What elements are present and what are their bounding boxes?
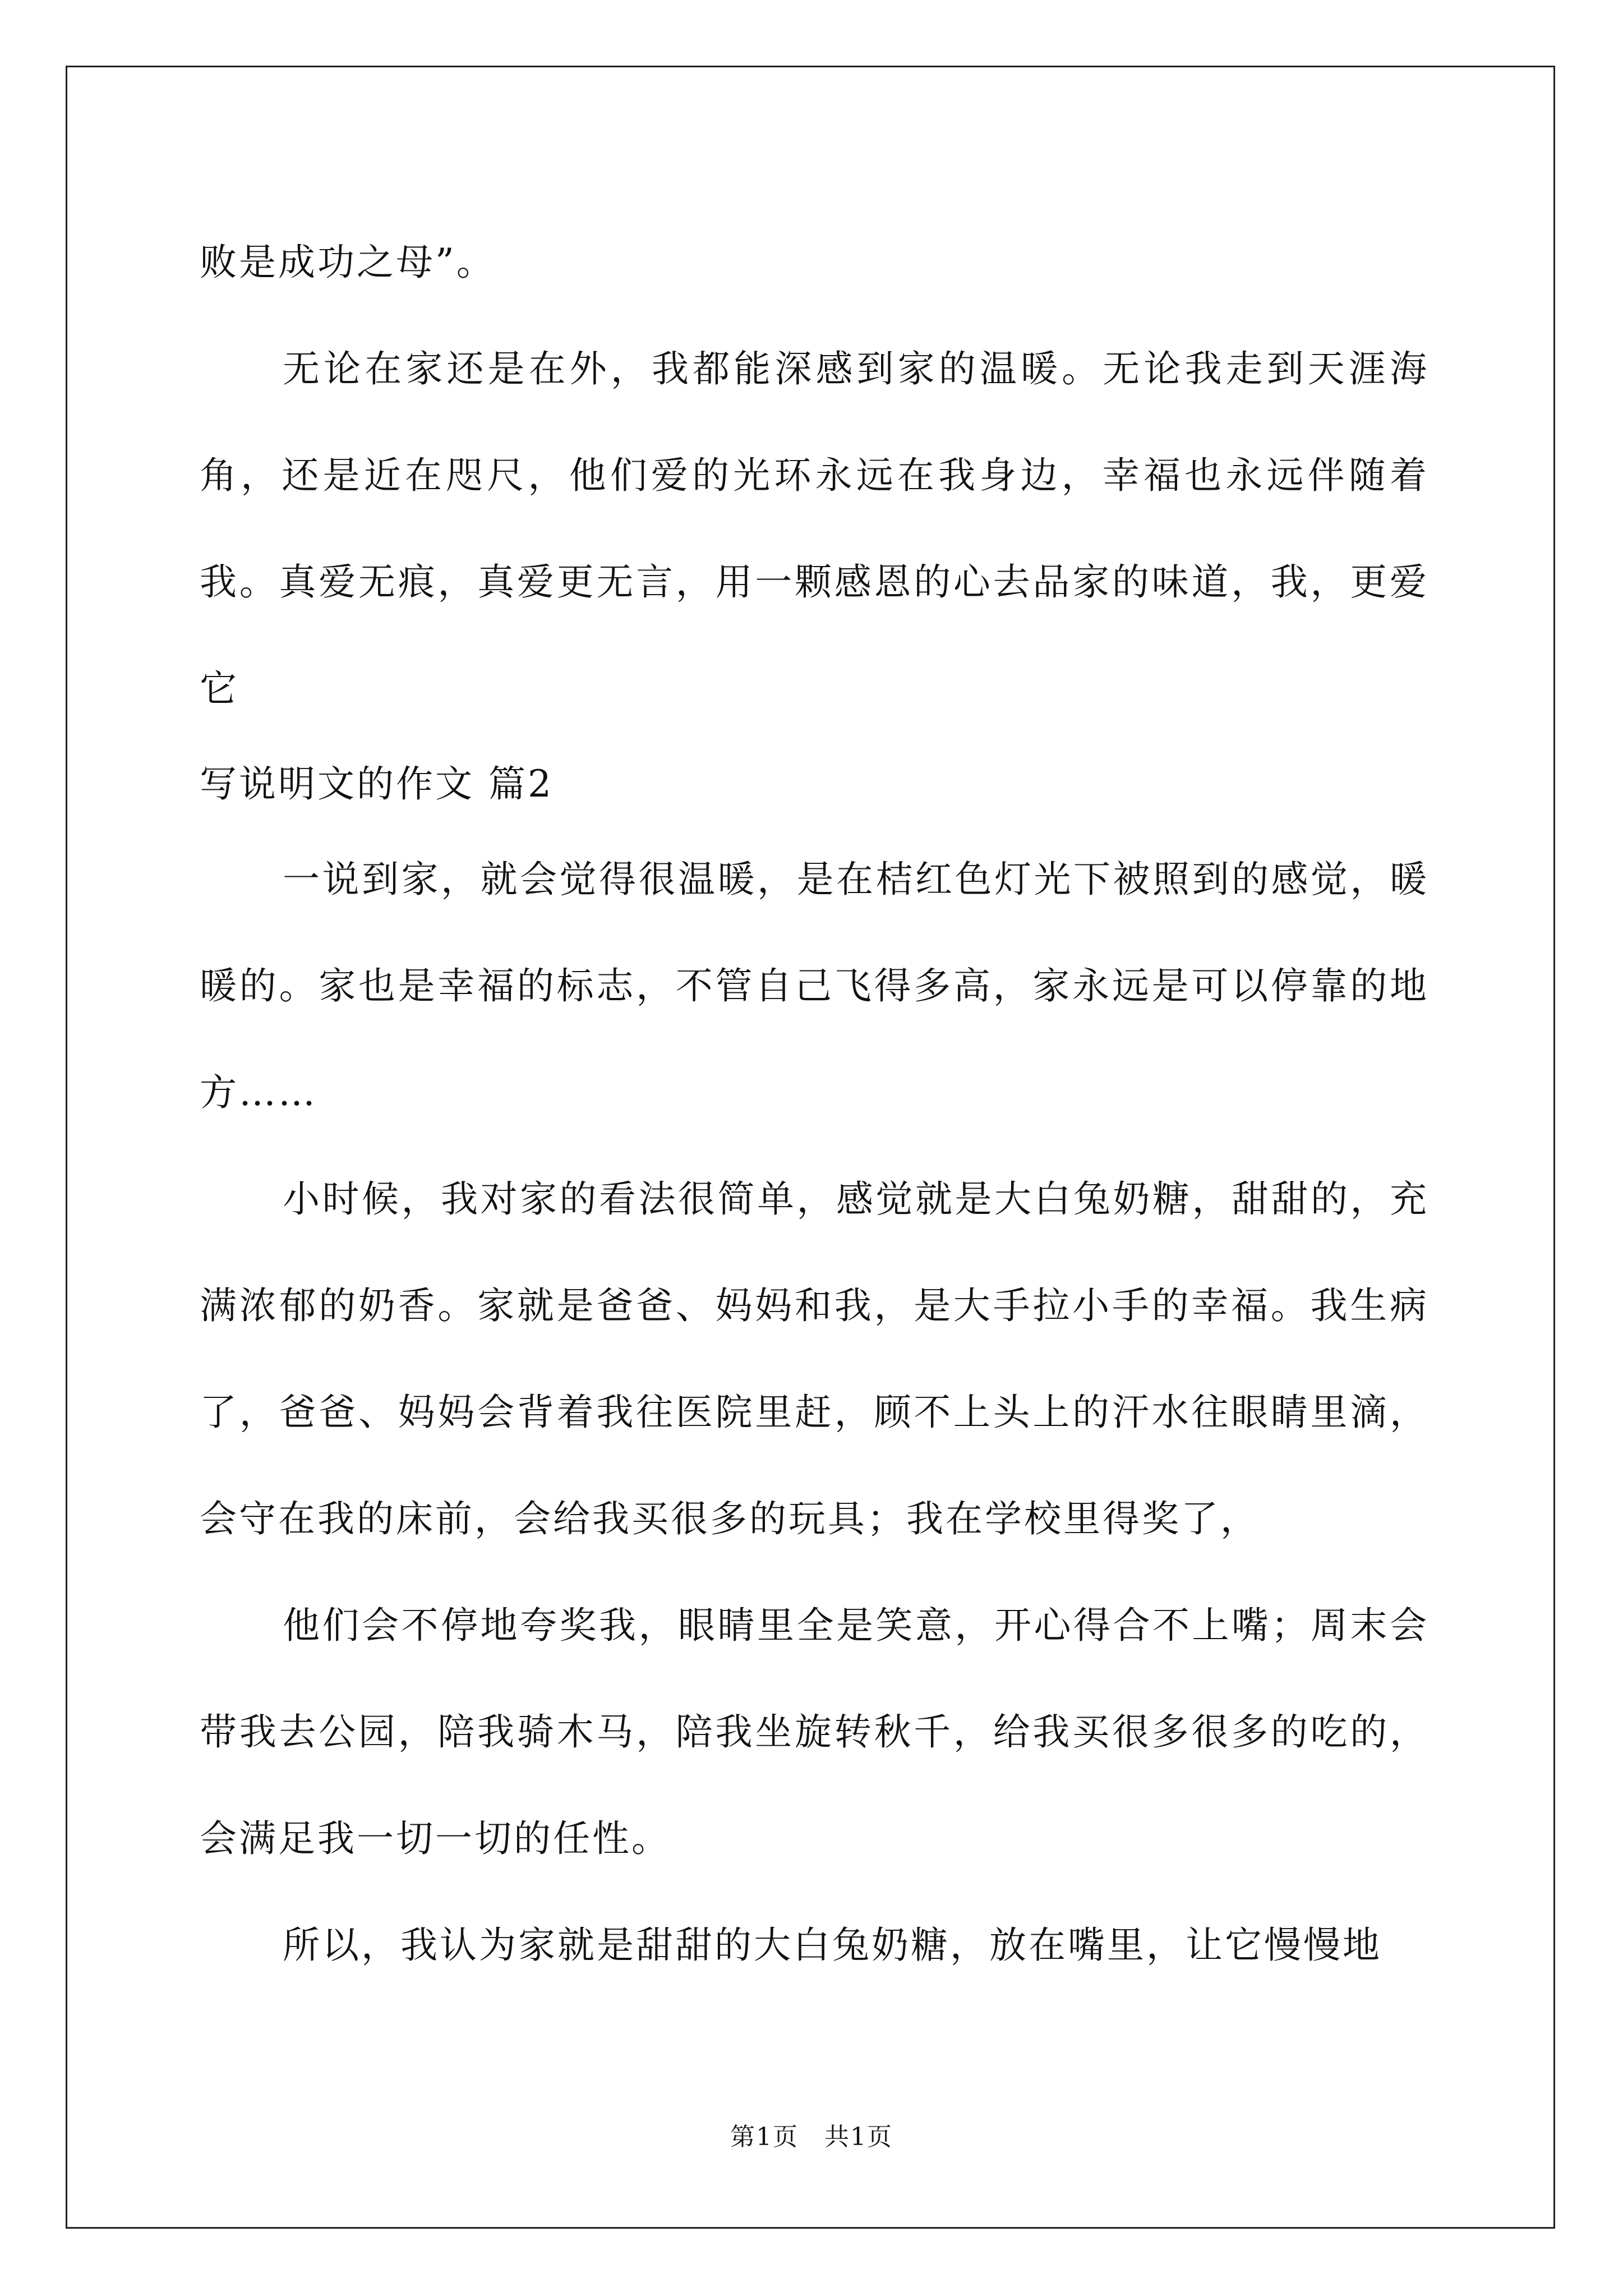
paragraph-1: 败是成功之母”。 <box>200 241 496 284</box>
page-number: 第1页 共1页 <box>730 2123 893 2151</box>
paragraph-4: 小时候，我对家的看法很简单，感觉就是大白兔奶糖，甜甜的，充满浓郁的奶香。家就是爸爸、妈妈和我，是大手拉小手的幸福。我生病了，爸爸、妈妈会背着我往医院里赶，顾不上头上的汗水往眼睛里滴，会守在我的床前，会给我买很多的玩具；我在学校里得奖了， <box>200 1177 1429 1540</box>
document-body <box>200 209 1429 1999</box>
paragraph-3: 一说到家，就会觉得很温暖，是在桔红色灯光下被照到的感觉，暖暖的。家也是幸福的标志，不管自己飞得多高，家永远是可以停靠的地方…… <box>200 858 1429 1114</box>
section-heading: 写说明文的作文 篇2 <box>200 762 554 806</box>
paragraph-6: 所以，我认为家就是甜甜的大白兔奶糖，放在嘴里，让它慢慢地 <box>283 1924 1382 1967</box>
paragraph-5: 他们会不停地夸奖我，眼睛里全是笑意，开心得合不上嘴；周末会带我去公园，陪我骑木马，陪我坐旋转秋千，给我买很多很多的吃的，会满足我一切一切的任性。 <box>200 1604 1429 1860</box>
paragraph-2: 无论在家还是在外，我都能深感到家的温暖。无论我走到天涯海角，还是近在咫尺，他们爱的光环永远在我身边，幸福也永远伴随着我。真爱无痕，真爱更无言，用一颗感恩的心去品家的味道，我，更爱它 <box>200 347 1429 710</box>
